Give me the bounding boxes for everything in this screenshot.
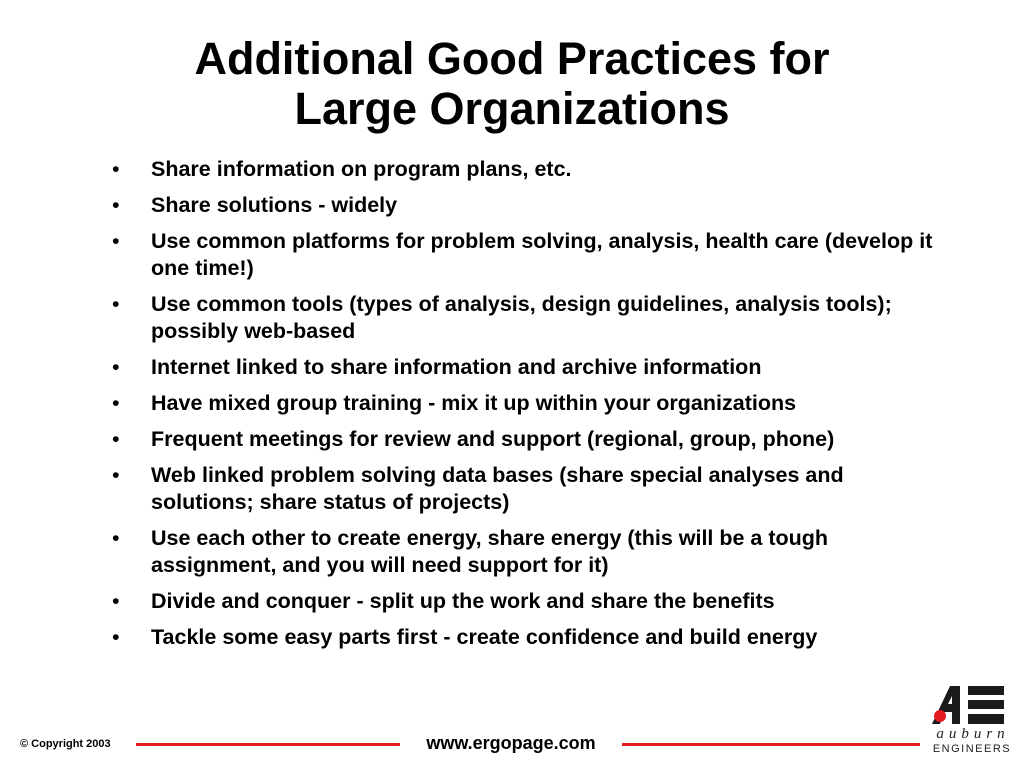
website-link[interactable]: www.ergopage.com: [426, 733, 596, 753]
bullet-text: Use common platforms for problem solving, analysis, health care (develop it one time!): [151, 229, 933, 280]
bullet-text: Internet linked to share information and archive information: [151, 355, 762, 379]
bullet-item: [112, 588, 942, 615]
bullet-icon: •: [112, 355, 120, 379]
bullet-text: Share solutions - widely: [151, 193, 398, 217]
logo-word-auburn: auburn: [936, 726, 1010, 742]
bullet-icon: •: [112, 589, 120, 613]
bullet-icon: •: [112, 391, 120, 415]
logo-word-engineers: ENGINEERS: [932, 743, 1012, 755]
copyright-notice: © Copyright 2003: [20, 738, 111, 750]
bullet-list: [112, 156, 942, 660]
bullet-item: [112, 426, 942, 453]
bullet-icon: •: [112, 625, 120, 649]
title-line-1: Additional Good Practices for: [194, 33, 830, 84]
bullet-item: [112, 291, 942, 345]
auburn-engineers-logo-icon: [924, 682, 1020, 726]
bullet-text: Have mixed group training - mix it up within your organizations: [151, 391, 797, 415]
bullet-icon: •: [112, 292, 120, 316]
auburn-engineers-logo: [924, 682, 1020, 766]
bullet-item: [112, 390, 942, 417]
bullet-text: Web linked problem solving data bases (share special analyses and solutions; share status of projects): [151, 463, 844, 514]
bullet-icon: •: [112, 157, 120, 181]
bullet-text: Use each other to create energy, share energy (this will be a tough assignment, and you will need support for it): [151, 526, 829, 577]
bullet-text: Use common tools (types of analysis, design guidelines, analysis tools); possibly web-based: [151, 292, 892, 343]
bullet-item: [112, 192, 942, 219]
bullet-item: [112, 624, 942, 651]
bullet-icon: •: [112, 193, 120, 217]
bullet-item: [112, 228, 942, 282]
footer-rule-right: [622, 743, 920, 746]
bullet-icon: •: [112, 463, 120, 487]
bullet-text: Divide and conquer - split up the work and share the benefits: [151, 589, 775, 613]
bullet-item: [112, 525, 942, 579]
bullet-text: Frequent meetings for review and support (regional, group, phone): [151, 427, 835, 451]
bullet-text: Share information on program plans, etc.: [151, 157, 572, 181]
footer-rule-left: [136, 743, 400, 746]
slide-title: [0, 34, 1024, 134]
bullet-icon: •: [112, 526, 120, 550]
bullet-item: [112, 156, 942, 183]
bullet-item: [112, 462, 942, 516]
slide-footer: [0, 728, 1024, 758]
bullet-icon: •: [112, 229, 120, 253]
bullet-icon: •: [112, 427, 120, 451]
bullet-item: [112, 354, 942, 381]
title-line-2: Large Organizations: [294, 83, 730, 134]
bullet-text: Tackle some easy parts first - create confidence and build energy: [151, 625, 818, 649]
